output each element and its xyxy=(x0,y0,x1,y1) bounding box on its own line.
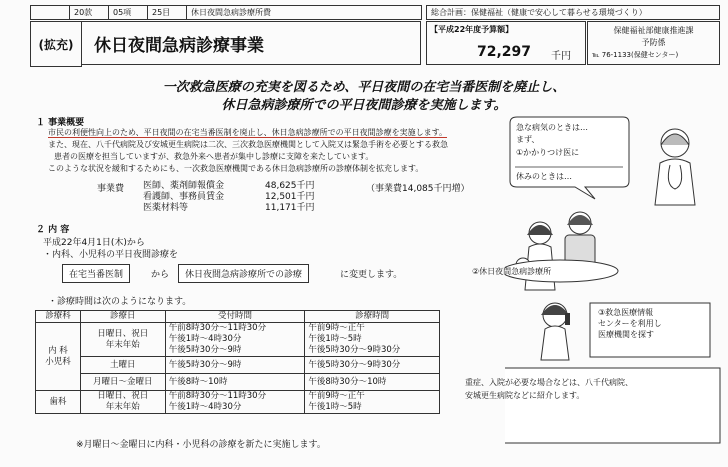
table-header-row xyxy=(36,311,440,323)
budget-item: 休日夜間急病診療所費 xyxy=(187,6,422,20)
day-label: 年末年始 xyxy=(105,339,140,350)
start-date: 平成22年4月1日(木)から xyxy=(43,238,145,248)
table-header: 受付時間 xyxy=(165,311,305,323)
code-moku: 25目 xyxy=(148,6,187,20)
reception-time: 午後1時～4時30分 xyxy=(168,334,242,344)
reception-time: 午前8時30分～11時30分 xyxy=(168,323,267,333)
from-box: 在宅当番医制 xyxy=(62,264,130,283)
plan-box xyxy=(426,5,720,20)
dept-pediatrics: 小児科 xyxy=(45,356,71,367)
hours-cell: 午後8時30分～10時 xyxy=(305,374,440,391)
hours-cell: 午後5時30分～9時30分 xyxy=(305,357,440,374)
content-bullet2: ・診療時間は次のようになります。 xyxy=(48,297,192,307)
change-text: に変更します。 xyxy=(340,270,403,280)
hours-cell xyxy=(305,323,440,357)
code-kan: 20款 xyxy=(70,6,109,20)
cost-names xyxy=(143,181,224,214)
cost-item-amount: 48,625千円 xyxy=(265,181,315,191)
table-row xyxy=(36,374,440,391)
overview-p1: 市民の利便性向上のため、平日夜間の在宅当番医制を廃止し、休日急病診療所での平日夜間診療を実施します。 xyxy=(48,128,448,137)
day-cell: 土曜日 xyxy=(80,357,165,374)
from-word: から xyxy=(151,270,170,280)
plan-text: 総合計画：保健福祉（健康で安心して暮らせる環境づくり） xyxy=(427,6,720,20)
table-row xyxy=(36,357,440,374)
day-label: 年末年始 xyxy=(105,402,140,412)
phone-number: ℡ 76-1133(保健センター) xyxy=(592,51,679,59)
info-line: 医療機関を探す xyxy=(598,330,654,339)
note-line: 重症、入院が必要な場合などは、八千代病院、 xyxy=(465,378,633,387)
info-center-text xyxy=(598,307,662,340)
cost-label: 事業費 xyxy=(97,184,125,194)
overview-p4: このような状況を緩和するためにも、一次救急医療機関である休日急病診療所の診療体制を拡充します。 xyxy=(48,164,424,173)
overview-p2: また、現在、八千代病院及び安城更生病院は二次、三次救急医療機関として入院又は緊急手術を必要とする救急 xyxy=(48,140,448,149)
code-kou: 05項 xyxy=(109,6,148,20)
illustration-art xyxy=(505,115,725,460)
headline-line1: 一次救急医療の充実を図るため、平日夜間の在宅当番医制を廃止し、 xyxy=(162,80,566,95)
footnote: ※月曜日～金曜日に内科・小児科の診療を新たに実施します。 xyxy=(76,440,326,450)
cost-item-amount: 11,171千円 xyxy=(265,203,315,213)
bubble-text-1: 急な病気のときは… xyxy=(516,123,588,132)
cost-item-name: 医薬材料等 xyxy=(143,203,189,213)
cost-amounts xyxy=(265,181,315,214)
day-cell xyxy=(80,323,165,357)
dept-internal: 内 科 xyxy=(48,345,68,356)
dept-internal-cell xyxy=(36,323,81,391)
day-label: 日曜日、祝日 xyxy=(97,391,149,401)
caller-hair-icon xyxy=(541,305,569,315)
caller-body-icon xyxy=(541,326,569,360)
hours-time: 午後5時30分～9時30分 xyxy=(308,345,401,355)
day-cell: 月曜日～金曜日 xyxy=(80,374,165,391)
reception-cell: 午後8時～10時 xyxy=(165,374,305,391)
table-row xyxy=(36,323,440,357)
doctor-coat-icon xyxy=(655,159,695,205)
reception-cell xyxy=(165,323,305,357)
schedule-table xyxy=(35,310,440,414)
overview-p3: 患者の医療を担当していますが、救急外来へ患者が集中し診療に支障を来たしています。 xyxy=(54,152,374,161)
budget-code-table xyxy=(30,5,422,20)
hours-time: 午前9時～正午 xyxy=(308,391,365,401)
budget-box xyxy=(426,21,586,65)
budget-unit: 千円 xyxy=(551,51,571,62)
table-header: 診療日 xyxy=(80,311,165,323)
clinic-label: ②休日夜間急病診療所 xyxy=(472,267,552,276)
expansion-badge: (拡充) xyxy=(30,21,82,67)
phone-icon xyxy=(565,313,570,325)
cost-item-amount: 12,501千円 xyxy=(265,192,315,202)
bubble-text-2: まず、 xyxy=(516,135,540,144)
overview-text xyxy=(48,127,518,175)
reception-cell: 午後5時30分～9時 xyxy=(165,357,305,374)
department-box xyxy=(587,21,720,65)
reception-time: 午前8時30分～11時30分 xyxy=(168,391,267,401)
budget-label: 【平成22年度予算額】 xyxy=(430,25,514,34)
cost-item-name: 看護師、事務員賃金 xyxy=(143,192,225,202)
hours-time: 午後1時～5時 xyxy=(308,402,362,412)
bubble-text-4: 休みのときは… xyxy=(516,172,572,181)
dept-dental: 歯科 xyxy=(36,391,81,414)
info-line: ③救急医療情報 xyxy=(598,308,654,317)
note-line: 安城更生病院などに紹介します。 xyxy=(465,391,585,400)
section-name: 予防係 xyxy=(641,38,666,47)
referral-note xyxy=(465,376,633,402)
bubble-text-3: ①かかりつけ医に xyxy=(516,148,580,157)
day-cell xyxy=(80,391,165,414)
table-header: 診療科 xyxy=(36,311,81,323)
day-label: 日曜日、祝日 xyxy=(97,328,149,339)
content-heading: ２ 内 容 xyxy=(36,225,70,235)
table-row xyxy=(36,391,440,414)
cost-increase-note: （事業費14,085千円増） xyxy=(366,184,470,194)
hours-cell xyxy=(305,391,440,414)
to-box: 休日夜間急病診療所での診療 xyxy=(178,264,309,283)
hours-time: 午後1時～5時 xyxy=(308,334,362,344)
headline-line2: 休日急病診療所での平日夜間診療を実施します。 xyxy=(221,98,507,113)
reception-time: 午後5時30分～9時 xyxy=(168,345,242,355)
department-name: 保健福祉部健康推進課 xyxy=(613,26,694,35)
info-line: センターを利用し xyxy=(598,319,662,328)
content-bullet1: ・内科、小児科の平日夜間診療を xyxy=(43,250,179,260)
table-header: 診療時間 xyxy=(305,311,440,323)
budget-value: 72,297 xyxy=(477,44,532,60)
cost-item-name: 医師、薬剤師報償金 xyxy=(143,181,225,191)
page-title: 休日夜間急病診療事業 xyxy=(81,21,421,65)
overview-heading: １ 事業概要 xyxy=(36,118,85,128)
hours-time: 午前9時～正午 xyxy=(308,323,365,333)
reception-cell xyxy=(165,391,305,414)
reception-time: 午後1時～4時30分 xyxy=(168,402,242,412)
